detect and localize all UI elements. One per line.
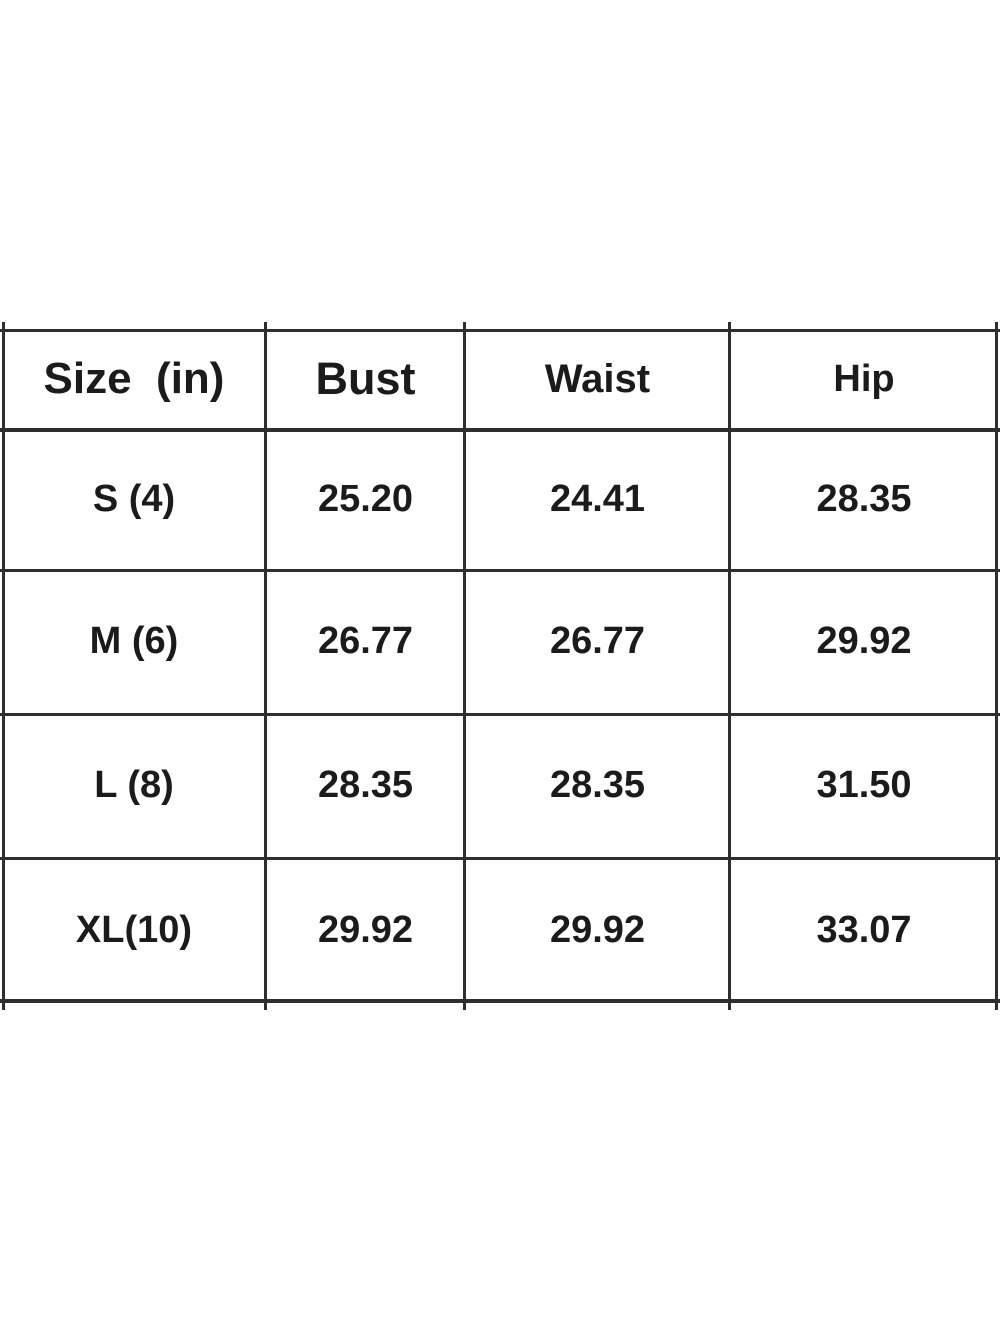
header-cell-hip: Hip — [833, 357, 895, 400]
header-cell-size: Size (in) — [43, 353, 225, 403]
header-cell-bust: Bust — [315, 353, 416, 404]
cell-row0-hip: 28.35 — [816, 477, 912, 520]
size-chart-grid — [2, 329, 998, 1002]
header-cell-waist: Waist — [544, 356, 651, 401]
cell-row3-size: XL(10) — [75, 908, 193, 951]
cell-row2-bust: 28.35 — [317, 764, 414, 806]
size-chart-table — [2, 329, 998, 1003]
cell-row2-waist: 28.35 — [549, 764, 646, 806]
cell-row3-waist: 29.92 — [549, 908, 646, 951]
cell-row2-hip: 31.50 — [816, 764, 912, 806]
cell-row3-hip: 33.07 — [816, 908, 912, 951]
cell-row0-waist: 24.41 — [549, 477, 646, 520]
cell-row1-hip: 29.92 — [816, 620, 912, 662]
cell-row0-bust: 25.20 — [317, 477, 414, 520]
cell-row1-bust: 26.77 — [317, 620, 414, 662]
cell-row1-size: M (6) — [89, 620, 179, 662]
cell-row3-bust: 29.92 — [317, 908, 414, 951]
cell-row2-size: L (8) — [94, 764, 174, 806]
cell-row1-waist: 26.77 — [549, 620, 646, 662]
cell-row0-size: S (4) — [92, 477, 176, 520]
